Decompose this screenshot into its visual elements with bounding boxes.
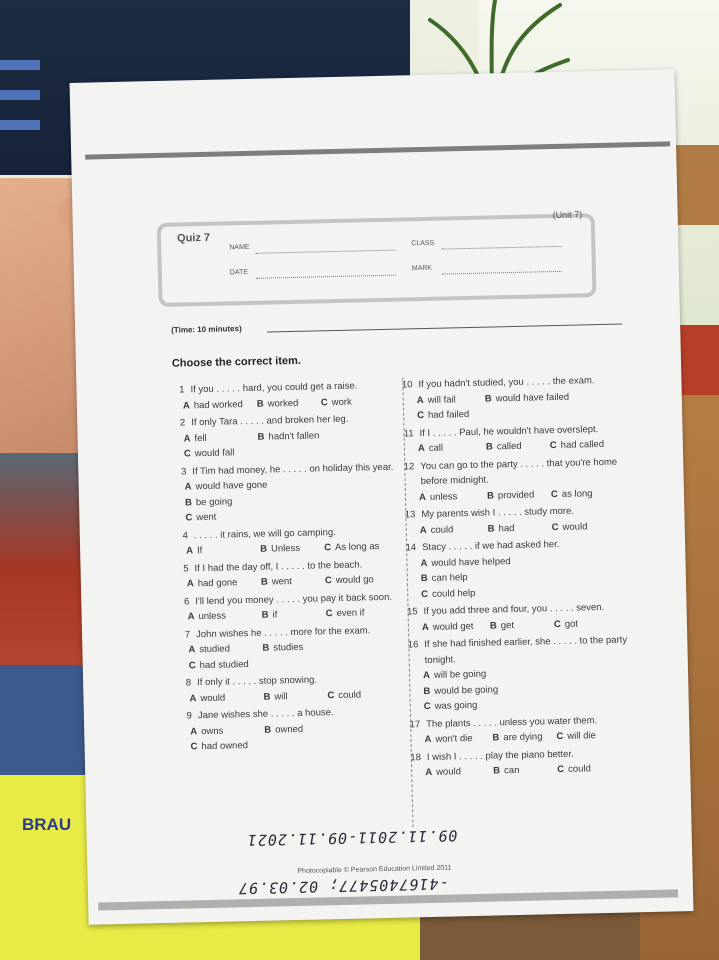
question-number: 7 [184, 628, 191, 640]
option-letter: B [256, 398, 264, 410]
option-text: would [436, 766, 462, 778]
answer-option [260, 541, 300, 557]
question-text: I wish I . . . . . play the piano better. [426, 748, 574, 763]
option-text: was going [434, 699, 478, 712]
option-letter: B [263, 691, 271, 703]
option-letter: B [184, 496, 193, 508]
option-text: As long as [334, 541, 380, 554]
question-item [176, 622, 402, 674]
question-number: 5 [183, 562, 189, 575]
question-text: If you add three and four, you . . . . . seven. [423, 601, 605, 618]
option-text: will [274, 690, 288, 702]
option-letter: C [549, 440, 557, 452]
option-text: would [562, 520, 588, 533]
option-letter: A [190, 725, 198, 737]
option-text: even if [336, 607, 365, 620]
answer-option [325, 605, 364, 621]
question-number: 17 [409, 718, 421, 730]
question-item [399, 421, 625, 457]
option-text: owned [274, 723, 304, 735]
option-letter: C [557, 763, 565, 776]
option-letter: C [423, 700, 431, 713]
option-text: got [564, 618, 579, 630]
option-letter: A [422, 669, 431, 682]
option-letter: B [420, 572, 428, 585]
option-text: would fall [194, 447, 235, 460]
option-text: went [196, 511, 217, 524]
option-text: worked [267, 397, 299, 410]
option-text: would have gone [195, 479, 268, 493]
question-item [406, 712, 632, 748]
option-text: had worked [193, 398, 243, 411]
name-label: NAME [229, 243, 250, 252]
option-text: had [498, 522, 515, 534]
blue-book [0, 665, 85, 785]
question-number: 18 [410, 751, 422, 763]
question-text: My parents wish I . . . . . study more. [421, 505, 575, 521]
option-text: would get [432, 620, 474, 633]
question-item [398, 372, 624, 424]
question-item [177, 671, 403, 707]
question-text: If Tim had money, he . . . . . on holiday this year. [192, 461, 394, 477]
answer-option [261, 607, 277, 623]
option-letter: A [421, 621, 429, 633]
option-text: hadn't fallen [268, 429, 320, 443]
option-text: would have failed [495, 391, 570, 404]
answer-option [190, 738, 248, 755]
answer-option [550, 437, 605, 454]
option-letter: B [486, 489, 494, 502]
answer-option [417, 392, 456, 408]
answer-option [421, 585, 476, 602]
option-text: can [503, 764, 520, 777]
question-item [171, 411, 397, 463]
answer-option [190, 723, 223, 739]
option-text: work [331, 396, 352, 408]
question-item [401, 502, 627, 538]
answer-option [552, 519, 588, 535]
answer-option [423, 682, 498, 699]
option-letter: A [186, 578, 194, 590]
option-text: Unless [270, 542, 301, 555]
option-letter: B [264, 724, 272, 736]
question-number: 15 [406, 606, 418, 618]
option-text: won't die [435, 732, 473, 745]
option-letter: A [186, 545, 194, 557]
date-label: DATE [229, 268, 249, 277]
option-letter: A [187, 611, 195, 623]
answer-option [257, 428, 319, 445]
question-number: 13 [404, 509, 416, 521]
question-text: If she had finished earlier, she . . . . . to the party tonight. [424, 634, 628, 666]
questions-left-column [170, 378, 403, 758]
unit-label: (Unit 7) [552, 209, 583, 221]
option-letter: B [262, 642, 270, 654]
question-item [172, 459, 398, 526]
answer-option [557, 761, 591, 777]
answer-option [263, 689, 287, 705]
answer-option [185, 510, 216, 526]
option-text: be going [195, 495, 233, 508]
instruction: Choose the correct item. [171, 354, 302, 370]
question-item [175, 589, 401, 625]
option-letter: A [417, 443, 425, 455]
question-number: 9 [186, 710, 193, 722]
question-number: 1 [179, 384, 185, 396]
question-text: If you . . . . . hard, you could get a raise. [190, 380, 358, 396]
question-text: John wishes he . . . . . more for the exam. [195, 624, 371, 640]
question-text: Stacy . . . . . if we had asked her. [422, 538, 560, 554]
option-letter: B [423, 685, 431, 697]
option-letter: C [188, 659, 196, 671]
option-letter: A [420, 557, 428, 569]
question-number: 2 [179, 417, 186, 429]
answer-option [554, 616, 578, 632]
question-item [404, 632, 631, 715]
option-text: studies [273, 641, 304, 654]
book-brand: BRAU [22, 815, 72, 834]
answer-option [425, 764, 461, 780]
answer-option [321, 394, 352, 410]
question-item [403, 599, 629, 635]
answer-option [184, 445, 235, 462]
question-number: 6 [183, 595, 190, 608]
option-letter: C [190, 741, 198, 753]
answer-option [486, 439, 522, 455]
answer-option [492, 729, 542, 746]
question-text: If only Tara . . . . . and broken her leg. [191, 413, 349, 429]
question-item [178, 704, 404, 756]
answer-option [556, 728, 596, 744]
option-text: could [338, 689, 362, 701]
question-text: If I . . . . . Paul, he wouldn't have overslept. [419, 423, 599, 439]
question-number: 14 [405, 542, 417, 554]
option-text: fell [194, 432, 207, 444]
answer-option [423, 667, 487, 684]
option-letter: B [489, 619, 497, 632]
answer-option [189, 690, 225, 706]
answer-option [487, 487, 535, 504]
option-letter: B [260, 543, 268, 555]
option-text: can help [431, 572, 468, 584]
option-letter: B [261, 609, 269, 621]
answer-option [417, 407, 469, 424]
answer-option [324, 539, 380, 556]
answer-option [257, 395, 299, 411]
option-letter: A [184, 481, 192, 493]
option-letter: C [551, 521, 559, 533]
question-number: 11 [403, 427, 414, 439]
question-number: 8 [185, 677, 192, 689]
answer-option [551, 486, 593, 502]
option-text: could [567, 763, 591, 775]
answer-option [187, 575, 238, 592]
question-text: The plants . . . . . unless you water them. [426, 714, 598, 730]
handwritten-dates: 09.11.2011-09.11.2021 [246, 826, 458, 850]
option-text: will fail [427, 393, 456, 406]
question-item [174, 556, 400, 592]
option-letter: B [484, 392, 492, 405]
option-letter: B [257, 431, 265, 443]
option-text: went [271, 576, 292, 588]
option-text: would be going [434, 683, 499, 697]
option-text: will be going [433, 668, 487, 681]
option-text: get [500, 619, 515, 631]
option-letter: C [325, 608, 333, 620]
option-text: would [200, 692, 226, 704]
question-number: 12 [403, 460, 415, 472]
answer-option [188, 609, 227, 625]
answer-option [261, 574, 292, 590]
option-letter: A [416, 394, 424, 406]
option-text: studied [199, 643, 231, 656]
option-text: could help [431, 587, 476, 600]
option-text: as long [561, 487, 593, 500]
question-number: 4 [182, 529, 188, 542]
option-letter: B [493, 765, 501, 777]
option-letter: B [487, 522, 495, 535]
option-letter: A [189, 692, 197, 704]
option-letter: A [424, 733, 432, 746]
option-text: had owned [201, 740, 249, 753]
answer-option [418, 441, 443, 457]
answer-option [424, 698, 478, 715]
answer-option [421, 570, 468, 587]
option-letter: C [556, 730, 564, 743]
option-text: could [430, 523, 454, 536]
option-text: are dying [503, 731, 543, 744]
option-text: if [272, 609, 278, 621]
answer-option [422, 618, 474, 635]
question-number: 3 [180, 465, 187, 478]
option-letter: C [550, 488, 558, 500]
option-text: If [196, 545, 203, 557]
scan-artifact [85, 141, 670, 159]
answer-option [490, 618, 514, 634]
question-item [174, 523, 400, 559]
option-letter: A [425, 766, 433, 779]
question-number: 16 [407, 639, 419, 651]
option-letter: C [320, 396, 328, 408]
option-text: will die [567, 730, 596, 742]
quiz-sheet [70, 69, 694, 925]
option-letter: B [485, 441, 493, 453]
option-text: called [496, 440, 522, 453]
answer-option [185, 494, 233, 511]
option-text: call [428, 442, 444, 454]
option-letter: C [327, 689, 335, 701]
option-letter: C [324, 575, 332, 587]
option-text: had called [560, 438, 605, 451]
question-item [170, 378, 396, 414]
answer-option [262, 640, 303, 656]
handwritten-number: -4167405477; 02.03.97 [237, 874, 449, 898]
header-box [157, 213, 597, 307]
answer-option [188, 641, 230, 657]
option-text: had studied [199, 658, 249, 671]
option-text: had gone [197, 577, 238, 590]
option-text: unless [198, 610, 227, 623]
option-text: would have helped [431, 555, 511, 569]
class-label: CLASS [411, 239, 435, 248]
answer-option [424, 731, 472, 748]
option-letter: C [324, 542, 332, 554]
question-text: Jane wishes she . . . . . a house. [197, 707, 334, 722]
quiz-title: Quiz 7 [176, 231, 211, 245]
question-number: 10 [401, 379, 413, 391]
answer-option [264, 721, 303, 737]
option-text: had failed [427, 408, 470, 421]
option-letter: C [185, 512, 193, 524]
option-letter: B [492, 732, 500, 744]
question-item [400, 454, 626, 506]
answer-option [420, 522, 454, 538]
question-text: If I had the day off, I . . . . . to the beach. [194, 558, 363, 574]
option-letter: C [417, 410, 425, 422]
mark-label: MARK [411, 264, 433, 273]
option-letter: B [260, 576, 268, 588]
answer-option [183, 397, 243, 414]
option-letter: C [183, 448, 191, 460]
question-item [407, 745, 633, 781]
question-text: You can go to the party . . . . . that you're home before midnight. [420, 456, 618, 488]
option-letter: C [553, 618, 561, 630]
time-limit: (Time: 10 minutes) [171, 324, 242, 335]
option-text: unless [429, 490, 458, 503]
question-text: If you hadn't studied, you . . . . . the exam. [418, 375, 595, 391]
answer-option [327, 687, 361, 703]
option-letter: A [183, 432, 191, 444]
question-text: I'll lend you money . . . . . you pay it back soon. [195, 591, 393, 607]
questions-right-column [398, 372, 632, 783]
option-letter: A [418, 491, 427, 503]
option-text: owns [201, 725, 224, 737]
option-letter: A [182, 399, 190, 411]
option-text: provided [497, 489, 535, 501]
question-text: . . . . . it rains, we will go camping. [193, 526, 336, 541]
answer-option [189, 657, 249, 674]
option-letter: A [419, 524, 427, 536]
answer-option [488, 520, 515, 536]
option-text: would go [335, 574, 374, 587]
copyright-footer: Photocopiable © Pearson Education Limited 2011 [297, 864, 452, 876]
question-text: If only it . . . . . stop snowing. [197, 674, 318, 689]
option-letter: C [421, 588, 429, 600]
answer-option [419, 489, 458, 505]
question-item [402, 535, 628, 602]
answer-option [183, 430, 206, 446]
option-letter: A [188, 644, 196, 656]
answer-option [186, 543, 203, 559]
answer-option [493, 763, 520, 779]
time-rule [267, 323, 622, 332]
answer-option [325, 572, 374, 589]
